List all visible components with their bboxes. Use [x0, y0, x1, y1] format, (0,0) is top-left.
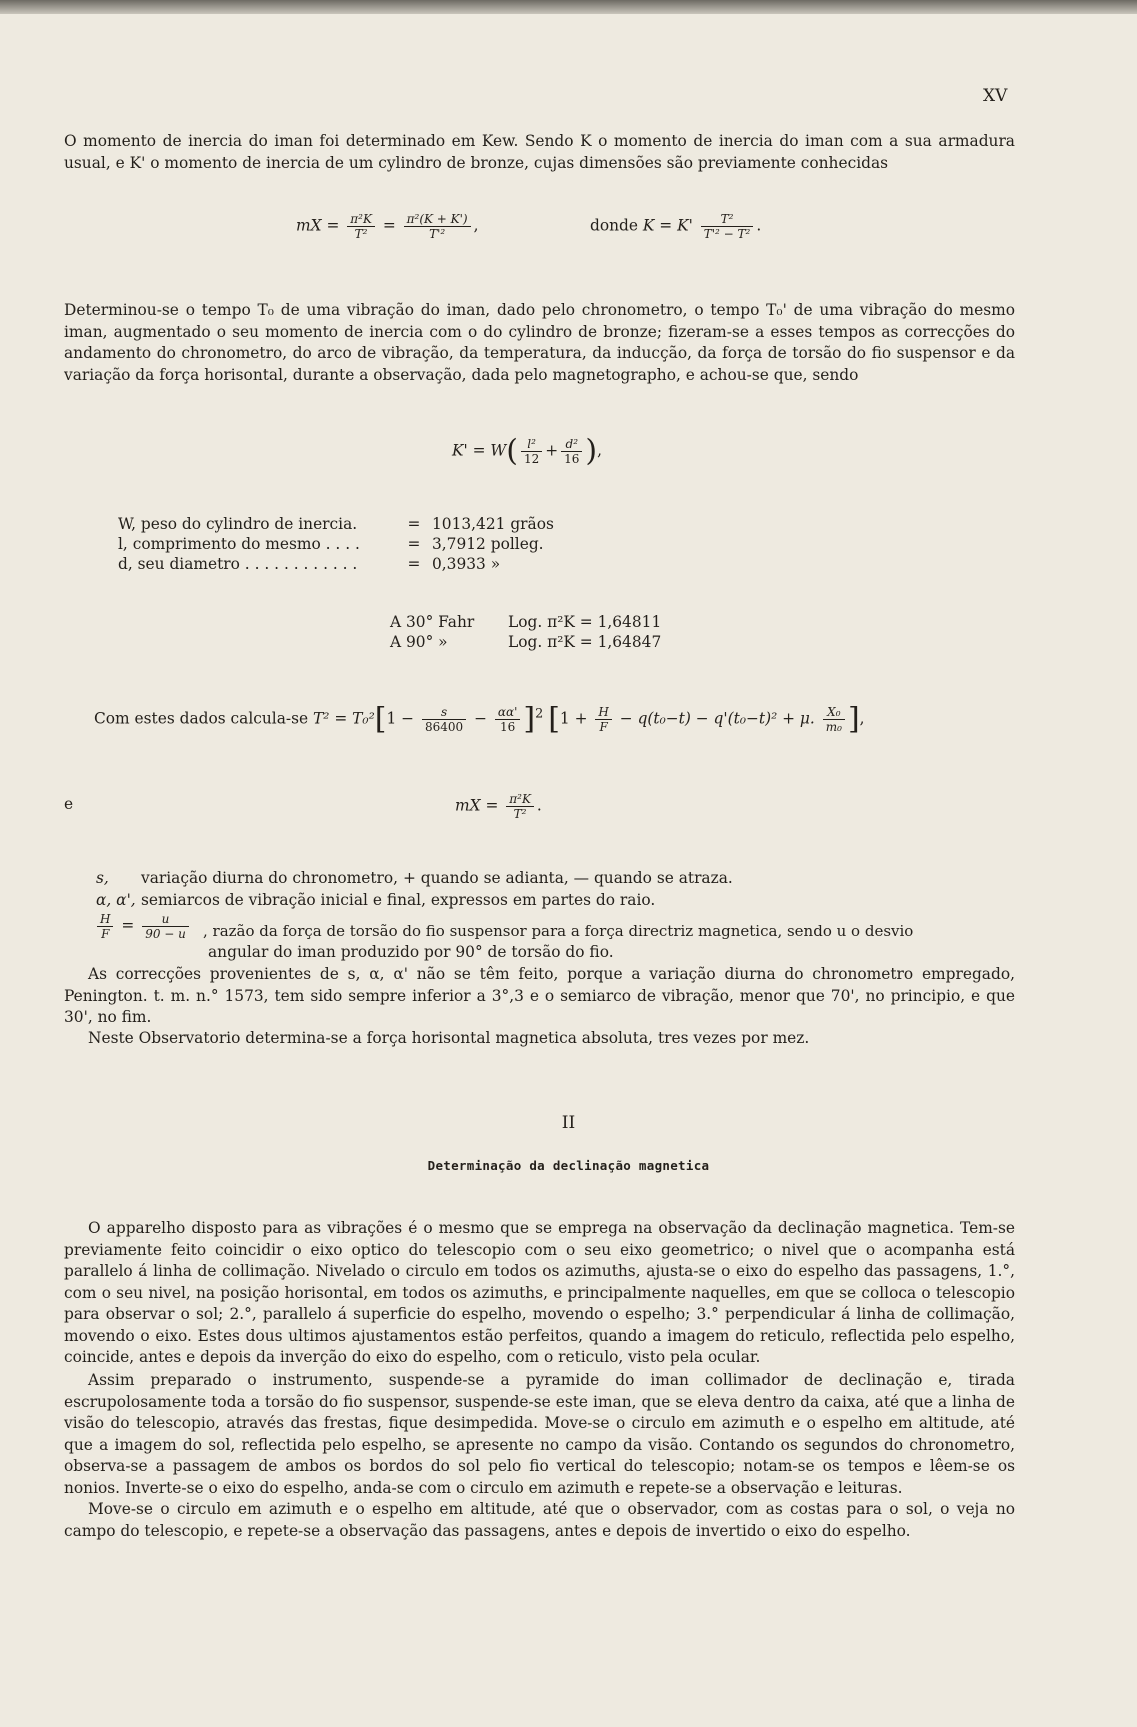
legend-key: α, α',: [96, 891, 136, 909]
hf-text-1: , razão da força de torsão do fio suspensor para a força directriz magnetica, sendo u o desvio: [203, 922, 914, 940]
fraction: $\frac{\text{π²K}}{\text{T²}}$: [347, 212, 375, 241]
intro-paragraph: O momento de inercia do iman foi determinado em Kew. Sendo K o momento de inercia do iman com a sua armadura usual, e K' o momento de inercia de um cylindro de bronze, cujas dimensões são previamente conhecidas: [64, 132, 1015, 172]
hf-definition: $\frac{H}{F}$ = $\frac{u}{90 - u}$: [94, 912, 192, 941]
fraction: $\frac{\text{d²}}{16}$: [561, 437, 582, 466]
log-row: A 30° Fahr Log. π²K = 1,64811: [390, 613, 662, 631]
paragraph-vibration: Determinou-se o tempo T₀ de uma vibração do iman, dado pelo chronometro, o tempo T₀' de uma vibração do mesmo iman, augmentado o seu momento de inercia com o do cylindro de bronze; fizeram-se a esses tempos as correcções do andamento do chronometro, do arco de vibração, da temperatura, da inducção, da força de torsão do fio suspensor e da variação da força horisontal, durante a observação, dada pelo magnetographo, e achou-se que, sendo: [64, 301, 1015, 384]
hf-text-2: angular do iman produzido por 90° de torsão do fio.: [208, 943, 614, 961]
table-row: l, comprimento do mesmo . . . . = 3,7912 polleg.: [118, 535, 544, 553]
scan-edge: [0, 0, 1137, 14]
formula-mx: mX = $\frac{\text{π²K}}{\text{T²}}$ .: [455, 792, 542, 821]
table-row: d, seu diametro . . . . . . . . . . . . = 0,3933 »: [118, 555, 501, 573]
formula-e-label: e: [64, 795, 74, 813]
fraction: $\frac{u}{90 - u}$: [142, 912, 189, 941]
fraction: $\frac{\alpha\alpha'}{16}$: [495, 705, 521, 734]
section-number: II: [561, 1113, 576, 1133]
log-row: A 90° » Log. π²K = 1,64847: [390, 633, 662, 651]
section-title: Determinação da declinação magnetica: [427, 1158, 710, 1173]
fraction: $\frac{\text{π²K}}{\text{T²}}$: [506, 792, 534, 821]
formula-lhs: mX =: [296, 216, 340, 235]
formula-period: Com estes dados calcula-se T² = T₀²[1 − $\frac{s}{86400}$ − $\frac{\alpha\alpha'}{16}$ ]$^2$ [1 + $\frac{H}{F}$ − q(t₀−t) − q'(t₀−t)² + μ. $\frac{\text{X₀}}{\text{m₀}}$ ],: [94, 701, 865, 737]
paragraph-repeat: Move-se o circulo em azimuth e o espelho em altitude, até que o observador, com as costas para o sol, o veja no campo do telescopio, e repete-se a observação das passagens, antes e depois de invertido o eixo do espelho.: [64, 1500, 1015, 1540]
legend-key: s,: [96, 869, 109, 887]
log-values: [390, 612, 661, 652]
fraction: $\frac{H}{F}$: [97, 912, 113, 941]
symbol-legend: [96, 868, 1016, 912]
fraction: $\frac{\text{l²}}{12}$: [521, 437, 542, 466]
paragraph-corrections: As correcções provenientes de s, α, α' não se têm feito, porque a variação diurna do chronometro empregado, Penington. t. m. n.° 1573, tem sido sempre inferior a 3°,3 e o semiarco de vibração, menor que 70', no principio, e que 30', no fim.: [64, 965, 1015, 1026]
cylinder-table: [118, 514, 554, 574]
legend-text: semiarcos de vibração inicial e final, expressos em partes do raio.: [141, 891, 656, 909]
paragraph-procedure: Assim preparado o instrumento, suspende-se a pyramide do iman collimador de declinação e, tirada escrupolosamente toda a torsão do fio suspensor, suspende-se este iman, que se eleva dentro da caixa, até que a linha de visão do telescopio, através das frestas, fique desimpedida. Move-se o circulo em azimuth e o espelho em altitude, até que a imagem do sol, reflectida pelo espelho, se apresente no campo da visão. Contando os segundos do chronometro, observa-se a passagem de ambos os bordos do sol pelo fio vertical do telescopio; notam-se os tempos e lêem-se os nonios. Inverte-se o eixo do espelho, anda-se com o circulo em azimuth e repete-se a observação e leituras.: [64, 1371, 1015, 1497]
fraction: $\frac{\text{π²(K + K')}}{\text{T'²}}$: [404, 212, 471, 241]
fraction: $\frac{\text{X₀}}{\text{m₀}}$: [823, 705, 845, 734]
table-row: W, peso do cylindro de inercia. = 1013,421 grãos: [118, 515, 554, 533]
paragraph-apparatus: O apparelho disposto para as vibrações é o mesmo que se emprega na observação da declinação magnetica. Tem-se previamente feito coincidir o eixo optico do telescopio com o seu eixo geometrico; o nivel que o acompanha está parallelo á linha de collimação. Nivelado o circulo em todos os azimuths, ajusta-se o eixo do espelho das passagens, 1.°, com o seu nivel, na posição horisontal, em todos os azimuths, e principalmente naquelles, em que se colloca o telescopio para observar o sol; 2.°, parallelo á superficie do espelho, movendo o espelho; 3.° perpendicular á linha de collimação, movendo o eixo. Estes dous ultimos ajustamentos estão perfeitos, quando a imagem do reticulo, reflectida pelo espelho, coincide, antes e depois da inverção do eixo do espelho, com o reticulo, visto pela ocular.: [64, 1219, 1015, 1366]
fraction: $\frac{\text{T²}}{\text{T'² − T²}}$: [701, 212, 754, 241]
formula-moment: mX = $\frac{\text{π²K}}{\text{T²}}$ = $\frac{\text{π²(K + K')}}{\text{T'²}}$ ,: [296, 212, 479, 241]
fraction: $\frac{s}{86400}$: [422, 705, 466, 734]
page-number: XV: [983, 86, 1008, 106]
fraction: $\frac{H}{F}$: [595, 705, 611, 734]
formula-donde: donde K = K' $\frac{\text{T²}}{\text{T'² − T²}}$ .: [590, 212, 762, 241]
legend-text: variação diurna do chronometro, + quando se adianta, — quando se atraza.: [141, 869, 733, 887]
formula-cylinder-moment: K' = W( $\frac{\text{l²}}{12}$ + $\frac{\text{d²}}{16}$ ),: [452, 433, 603, 469]
paragraph-observatory: Neste Observatorio determina-se a força horisontal magnetica absoluta, tres vezes por mez.: [88, 1029, 810, 1047]
